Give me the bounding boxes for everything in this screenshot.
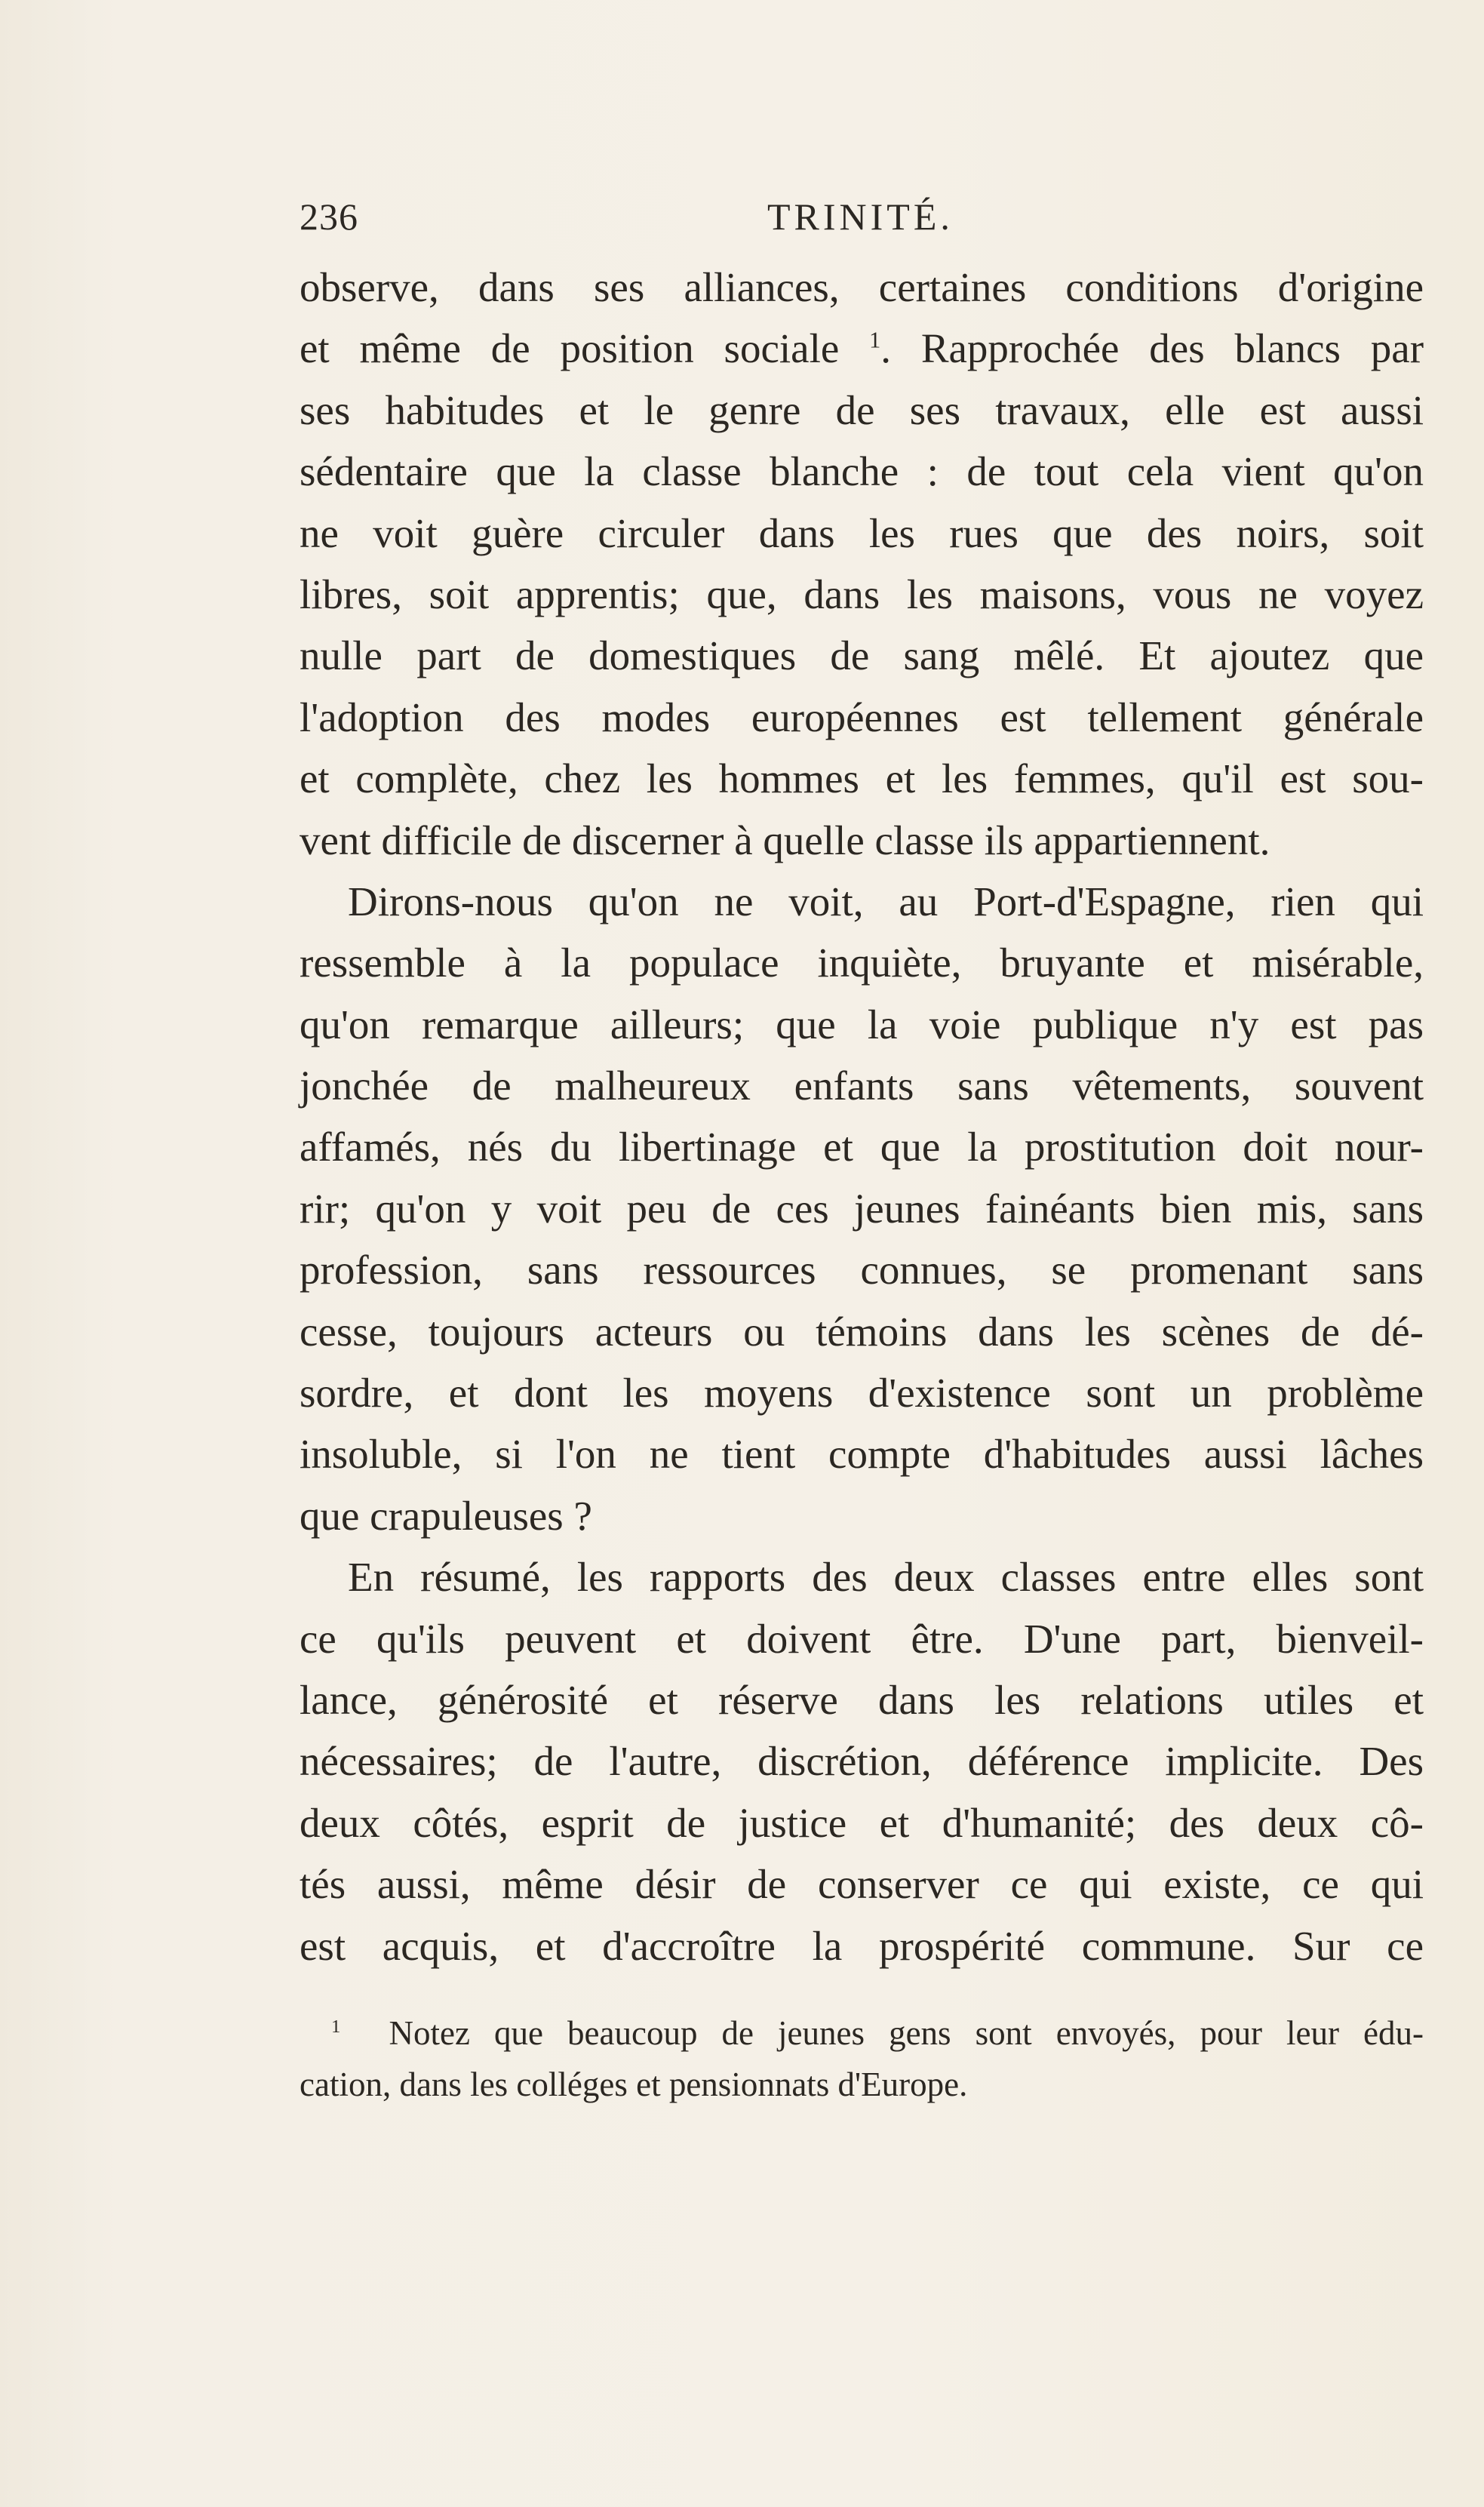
text-line: ressemble à la populace inquiète, bruyante et misérable, — [300, 940, 1424, 986]
text-line: lance, générosité et réserve dans les relations utiles et — [300, 1676, 1424, 1723]
text-line: Dirons-nous qu'on ne voit, au Port-d'Espagne, rien qui — [348, 878, 1424, 924]
text-line: l'adoption des modes européennes est tellement générale — [300, 694, 1424, 740]
text-line: sédentaire que la classe blanche : de tout cela vient qu'on — [300, 448, 1424, 495]
text-line-start: et même de position sociale — [300, 325, 840, 372]
text-line: qu'on remarque ailleurs; que la voie publique n'y est pas — [300, 1001, 1424, 1047]
footnote — [300, 2007, 1424, 2110]
text-line: ne voit guère circuler dans les rues que des noirs, soit — [300, 509, 1424, 556]
text-line: libres, soit apprentis; que, dans les maisons, vous ne voyez — [300, 571, 1424, 617]
text-line: nulle part de domestiques de sang mêlé. Et ajoutez que — [300, 632, 1424, 679]
footnote-line: cation, dans les colléges et pensionnats d'Europe. — [300, 2066, 968, 2103]
text-line: et complète, chez les hommes et les femmes, qu'il est sou- — [300, 755, 1424, 802]
text-line: ce qu'ils peuvent et doivent être. D'une part, bienveil- — [300, 1615, 1424, 1662]
text-line — [300, 318, 1424, 379]
text-line: affamés, nés du libertinage et que la prostitution doit nour- — [300, 1124, 1424, 1170]
text-line: que crapuleuses ? — [300, 1492, 592, 1539]
text-line: vent difficile de discerner à quelle classe ils appartiennent. — [300, 817, 1270, 863]
running-title: TRINITÉ. — [767, 195, 954, 238]
text-line: observe, dans ses alliances, certaines conditions d'origine — [300, 264, 1424, 310]
text-line: insoluble, si l'on ne tient compte d'habitudes aussi lâches — [300, 1431, 1424, 1478]
main-text — [300, 257, 1424, 1976]
text-line: ses habitudes et le genre de ses travaux, elle est aussi — [300, 386, 1424, 433]
text-line: tés aussi, même désir de conserver ce qui existe, ce qui — [300, 1861, 1424, 1908]
footnote-text: Notez que beaucoup de jeunes gens sont envoyés, pour leur édu- — [389, 2014, 1424, 2052]
text-line: jonchée de malheureux enfants sans vêtements, souvent — [300, 1063, 1424, 1109]
footnote-marker: 1 — [331, 2016, 341, 2037]
text-line: En résumé, les rapports des deux classes entre elles sont — [348, 1554, 1424, 1601]
text-line: rir; qu'on y voit peu de ces jeunes fainéants bien mis, sans — [300, 1185, 1424, 1232]
page-number: 236 — [300, 195, 358, 238]
page-header — [300, 195, 1424, 240]
footnote-reference: 1 — [869, 328, 881, 354]
footnote-line — [300, 2007, 1424, 2059]
text-line: profession, sans ressources connues, se promenant sans — [300, 1247, 1424, 1293]
text-line: sordre, et dont les moyens d'existence sont un problème — [300, 1370, 1424, 1417]
text-line-end: . Rapprochée des blancs par — [880, 325, 1424, 372]
text-line: est acquis, et d'accroître la prospérité commune. Sur ce — [300, 1922, 1424, 1969]
text-line: nécessaires; de l'autre, discrétion, déférence implicite. Des — [300, 1738, 1424, 1785]
text-line: deux côtés, esprit de justice et d'humanité; des deux cô- — [300, 1799, 1424, 1846]
text-line: cesse, toujours acteurs ou témoins dans les scènes de dé- — [300, 1308, 1424, 1355]
